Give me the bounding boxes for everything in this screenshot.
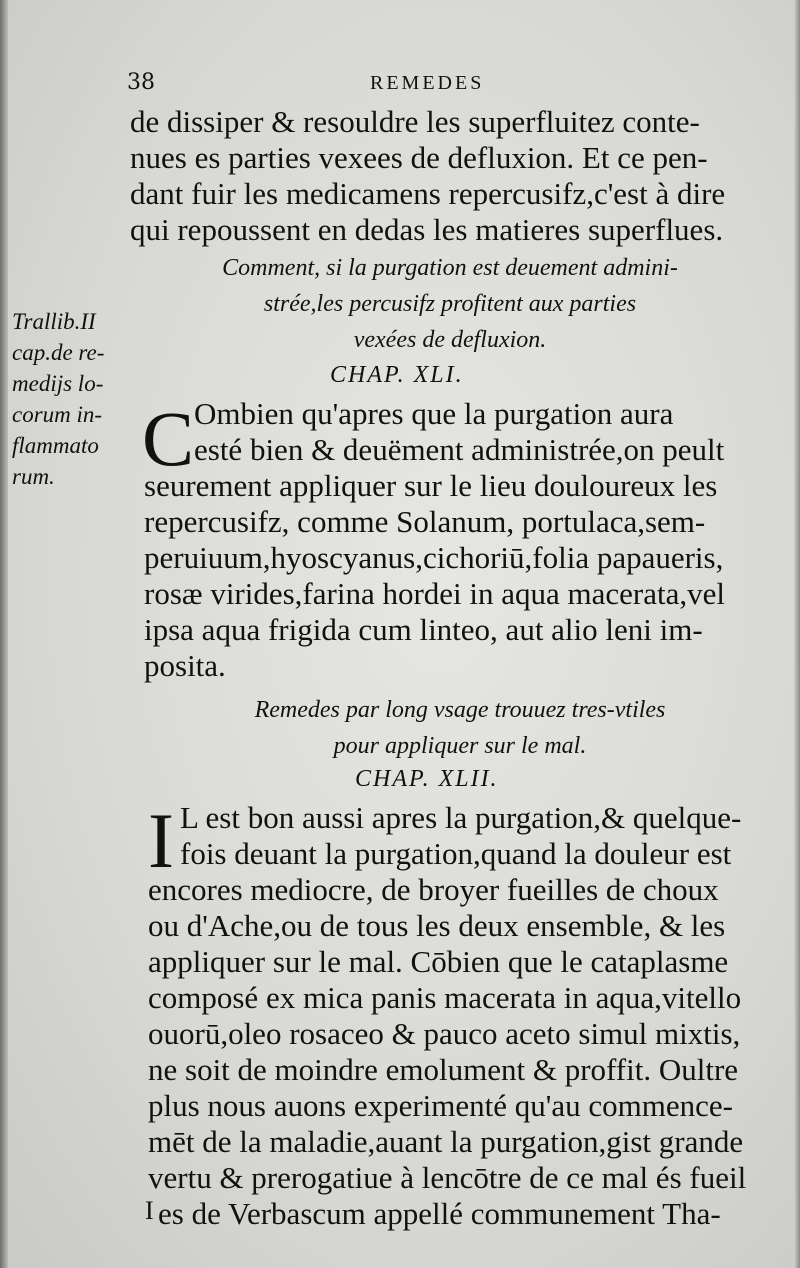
body-line: fois deuant la purgation,quand la douleur est — [180, 836, 732, 871]
intro-line: dant fuir les medicamens repercusifz,c'est à dire — [130, 176, 726, 211]
body-line: plus nous auons experimenté qu'au commence- — [148, 1088, 733, 1123]
chapter-heading: CHAP. XLII. — [355, 766, 499, 792]
intro-line: nues es parties vexees de defluxion. Et ce pen- — [130, 140, 708, 175]
margin-note-line: rum. — [12, 464, 55, 489]
margin-note-line: corum in- — [12, 402, 103, 427]
body-line: es de Verbascum appellé communement Tha- — [158, 1196, 721, 1231]
body-line: appliquer sur le mal. Cōbien que le cataplasme — [148, 944, 729, 979]
margin-note-line: flammato — [12, 433, 99, 458]
intro-line: qui repoussent en dedas les matieres superflues. — [130, 212, 724, 247]
body-line: seurement appliquer sur le lieu douloureux les — [144, 468, 718, 503]
body-line: encores mediocre, de broyer fueilles de choux — [148, 872, 719, 907]
body-line: composé ex mica panis macerata in aqua,vitello — [148, 980, 742, 1015]
body-line: ipsa aqua frigida cum linteo, aut alio leni im- — [144, 612, 703, 647]
page-edge-shadow — [794, 0, 800, 1268]
margin-note-line: cap.de re- — [12, 340, 105, 365]
intro-line: de dissiper & resouldre les superfluitez conte- — [130, 104, 700, 139]
section-title-line: Remedes par long vsage trouuez tres-vtiles — [254, 697, 666, 723]
section-title-line: strée,les percusifz profitent aux parties — [263, 291, 637, 317]
body-line: repercusifz, comme Solanum, portulaca,sem- — [144, 504, 706, 539]
page-number: 38 — [127, 70, 155, 95]
running-title: REMEDES — [370, 72, 485, 94]
section-title-line: Comment, si la purgation est deuement admini- — [222, 255, 678, 281]
body-line: rosæ virides,farina hordei in aqua macerata,vel — [144, 576, 726, 611]
body-line: peruiuum,hyoscyanus,cichoriū,folia papaueris, — [144, 540, 724, 575]
body-line: esté bien & deuëment administrée,on peult — [194, 432, 725, 467]
body-line: Ombien qu'apres que la purgation aura — [194, 396, 674, 431]
body-line: mēt de la maladie,auant la purgation,gist grande — [148, 1124, 744, 1159]
signature-mark: I — [145, 1196, 154, 1225]
body-line: vertu & prerogatiue à lencōtre de ce mal és fueil — [148, 1160, 747, 1195]
body-line: posita. — [144, 648, 226, 683]
body-line: ne soit de moindre emolument & proffit. Oultre — [148, 1052, 739, 1087]
margin-note — [12, 306, 132, 492]
page-gutter-shadow — [0, 0, 8, 1268]
drop-cap: I — [148, 797, 174, 884]
chapter-heading: CHAP. XLI. — [330, 362, 464, 388]
drop-cap: C — [142, 395, 195, 482]
body-line: ouorū,oleo rosaceo & pauco aceto simul mixtis, — [148, 1016, 741, 1051]
margin-note-line: Trallib.II — [12, 309, 96, 334]
section-title-line: vexées de defluxion. — [353, 327, 547, 353]
body-line: L est bon aussi apres la purgation,& quelque- — [180, 800, 742, 835]
margin-note-line: medijs lo- — [12, 371, 104, 396]
body-line: ou d'Ache,ou de tous les deux ensemble, & les — [148, 908, 726, 943]
section-title-line: pour appliquer sur le mal. — [333, 733, 587, 759]
